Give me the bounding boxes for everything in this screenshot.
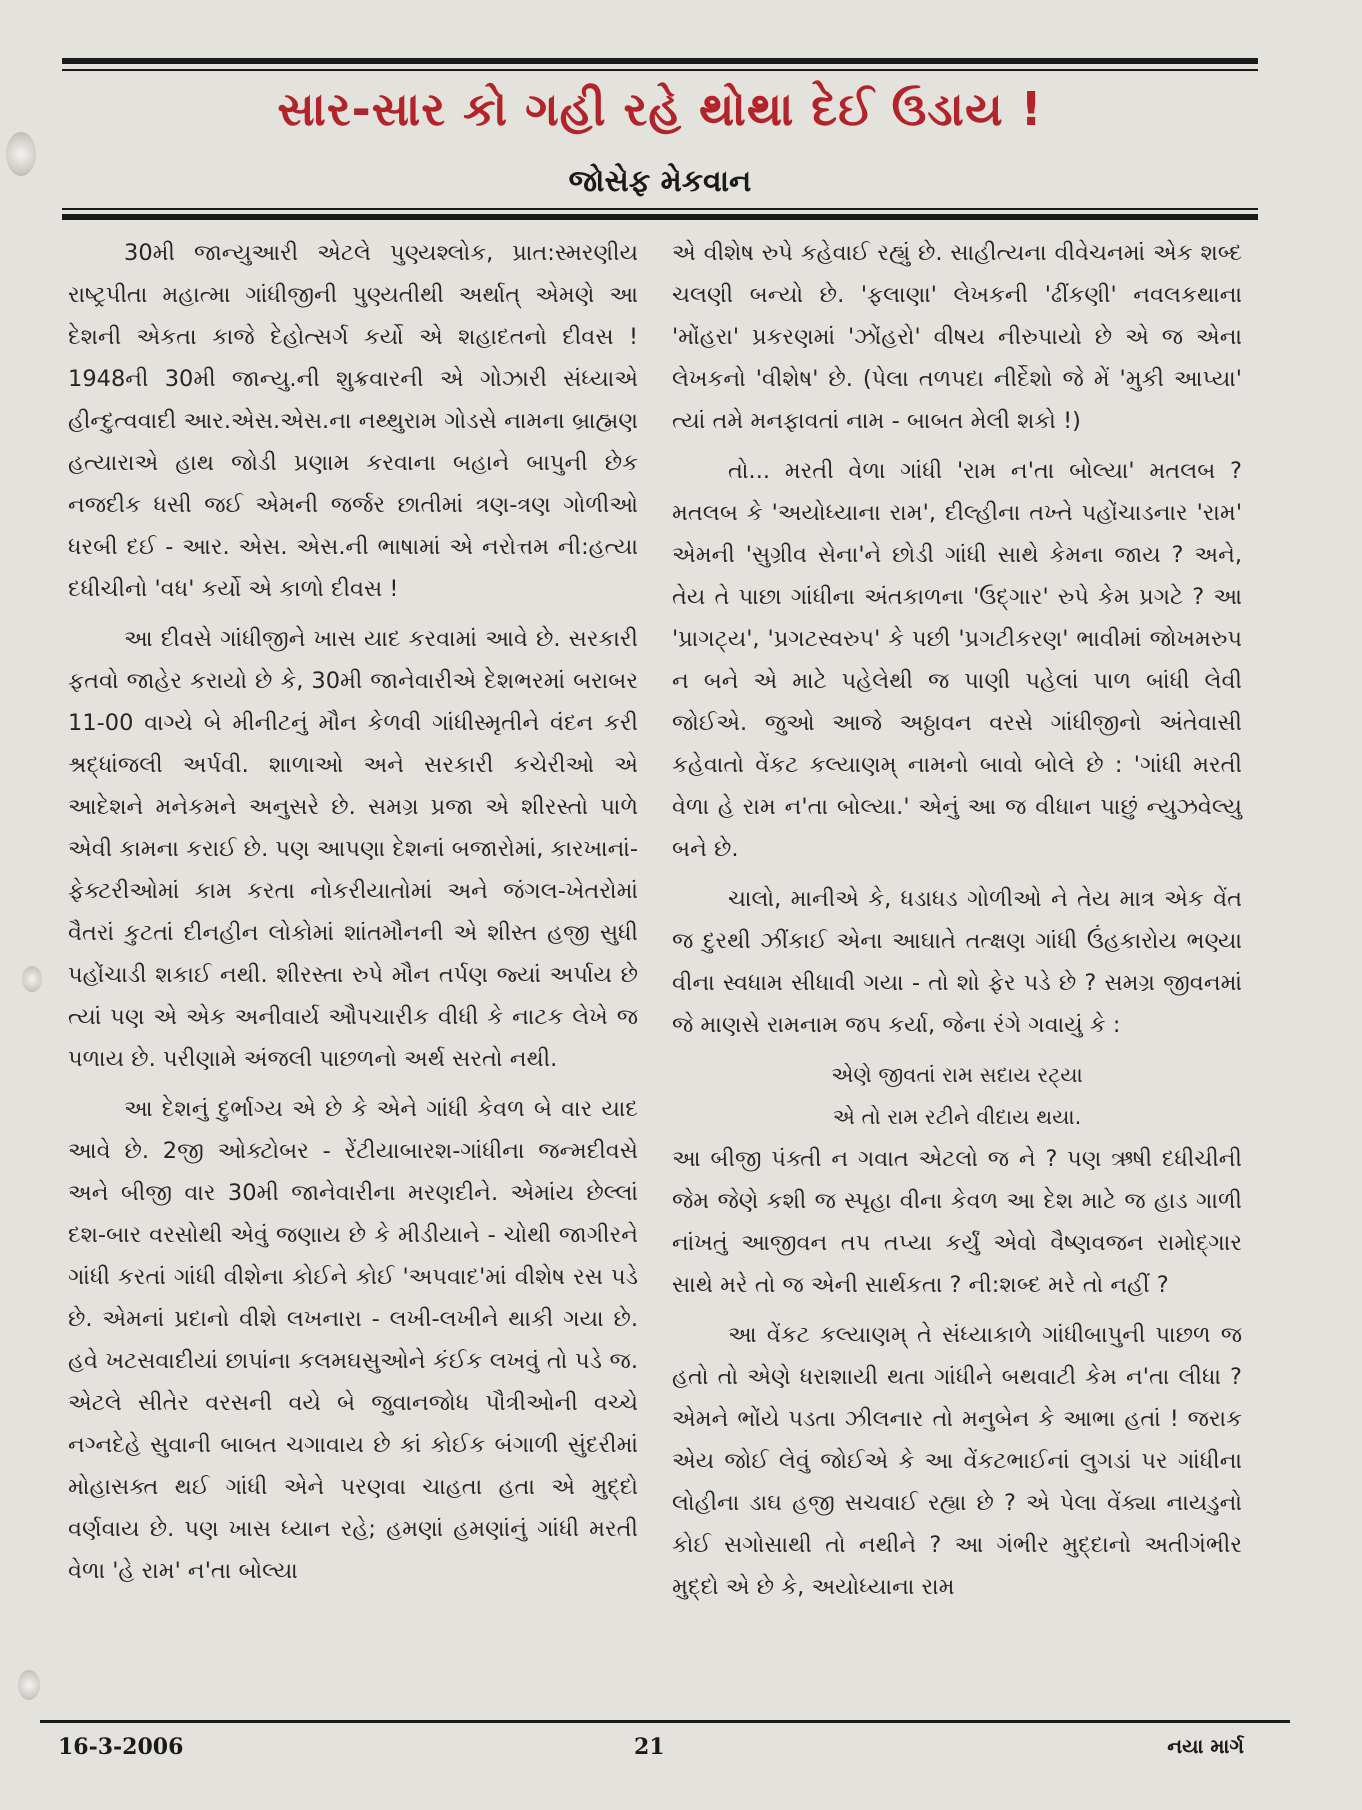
article-author: જોસેફ મેકવાન — [568, 164, 752, 199]
page-number: 21 — [634, 1734, 665, 1760]
right-column — [672, 232, 1242, 1608]
header-rule-thin — [62, 208, 1258, 210]
right-paragraph-1: એ વીશેષ રુપે કહેવાઈ રહ્યું છે. સાહીત્યના વીવેચનમાં એક શબ્દ ચલણી બન્યો છે. 'ફલાણા' લેખકની 'ઢીંકણી' નવલકથાના 'મોંહરા' પ્રકરણમાં 'ઝોંહરો' વીષય નીરુપાયો છે એ જ એના લેખકનો 'વીશેષ' છે. (પેલા તળપદા નીર્દેશો જે મેં 'મુકી આપ્યા' ત્યાં તમે મનફાવતાં નામ - બાબત મેલી શકો !) — [672, 240, 1242, 434]
right-paragraph-5: આ વેંકટ કલ્યાણમ્ તે સંધ્યાકાળે ગાંધીબાપુની પાછળ જ હતો તો એણે ધરાશાયી થતા ગાંધીને બથવાટી કેમ ન'તા લીધા ? એમને ભોંયે પડતા ઝીલનાર તો મનુબેન કે આભા હતાં ! જરાક એય જોઈ લેવું જોઈએ કે આ વેંકટભાઈનાં લુગડાં પર ગાંધીના લોહીના ડાઘ હજી સચવાઈ રહ્યા છે ? એ પેલા વેંક્યા નાયડુનો કોઈ સગોસાથી તો નથીને ? આ ગંભીર મુદ્દાનો અતીગંભીર મુદ્દો એ છે કે, અયોધ્યાના રામ — [672, 1322, 1242, 1600]
left-paragraph-1: 30મી જાન્યુઆરી એટલે પુણ્યશ્લોક, પ્રાત:સ્મરણીય રાષ્ટ્રપીતા મહાત્મા ગાંધીજીની પુણ્યતીથી અર્થાત્ એમણે આ દેશની એકતા કાજે દેહોત્સર્ગ કર્યો એ શહાદતનો દીવસ ! 1948ની 30મી જાન્યુ.ની શુક્રવારની એ ગોઝારી સંધ્યાએ હીન્દુત્વવાદી આર.એસ.એસ.ના નથ્થુરામ ગોડસે નામના બ્રાહ્મણ હત્યારાએ હાથ જોડી પ્રણામ કરવાના બહાને બાપુની છેક નજદીક ધસી જઈ એમની જર્જર છાતીમાં ત્રણ-ત્રણ ગોળીઓ ધરબી દઈ - આર. એસ. એસ.ની ભાષામાં એ નરોત્તમ ની:હત્યા દધીચીનો 'વધ' કર્યો એ કાળો દીવસ ! — [68, 240, 638, 602]
binding-hole-top — [6, 132, 36, 176]
left-paragraph-3: આ દેશનું દુર્ભાગ્ય એ છે કે એને ગાંધી કેવળ બે વાર યાદ આવે છે. 2જી ઓક્ટોબર - રેંટીયાબારશ-ગાંધીના જન્મદીવસે અને બીજી વાર 30મી જાનેવારીના મરણદીને. એમાંય છેલ્લાં દશ-બાર વરસોથી એવું જણાય છે કે મીડીયાને - ચોથી જાગીરને ગાંધી કરતાં ગાંધી વીશેના કોઈને કોઈ 'અપવાદ'માં વીશેષ રસ પડે છે. એમનાં પ્રદાનો વીશે લખનારા - લખી-લખીને થાકી ગયા છે. હવે ખટસવાદીયાં છાપાંના કલમઘસુઓને કંઈક લખવું તો પડે જ. એટલે સીતેર વરસની વયે બે જુવાનજોધ પૌત્રીઓની વચ્ચે નગ્નદેહે સુવાની બાબત ચગાવાય છે કાં કોઈક બંગાળી સુંદરીમાં મોહાસક્ત થઈ ગાંધી એને પરણવા ચાહતા હતા એ મુદ્દો વર્ણવાય છે. પણ ખાસ ધ્યાન રહે; હમણાં હમણાંનું ગાંધી મરતી વેળા 'હે રામ' ન'તા બોલ્યા — [68, 1096, 638, 1584]
right-paragraph-4: આ બીજી પંક્તી ન ગવાત એટલો જ ને ? પણ ઋષી દધીચીની જેમ જેણે કશી જ સ્પૃહા વીના કેવળ આ દેશ માટે જ હાડ ગાળી નાંખતું આજીવન તપ તપ્યા કર્યું એવો વૈષ્ણવજન રામોદ્ગાર સાથે મરે તો જ એની સાર્થકતા ? ની:શબ્દ મરે તો નહીં ? — [672, 1146, 1242, 1298]
top-rule-thin — [62, 69, 1258, 71]
magazine-name: નયા માર્ગ — [1167, 1734, 1244, 1758]
right-paragraph-2: તો... મરતી વેળા ગાંધી 'રામ ન'તા બોલ્યા' મતલબ ? મતલબ કે 'અયોધ્યાના રામ', દીલ્હીના તખ્તે પહોંચાડનાર 'રામ' એમની 'સુગ્રીવ સેના'ને છોડી ગાંધી સાથે કેમના જાય ? અને, તેય તે પાછા ગાંધીના અંતકાળના 'ઉદ્ગાર' રુપે કેમ પ્રગટે ? આ 'પ્રાગટ્ય', 'પ્રગટસ્વરુપ' કે પછી 'પ્રગટીકરણ' ભાવીમાં જોખમરુપ ન બને એ માટે પહેલેથી જ પાણી પહેલાં પાળ બાંધી લેવી જોઈએ. જુઓ આજે અઠ્ઠાવન વરસે ગાંધીજીનો અંતેવાસી કહેવાતો વેંકટ કલ્યાણમ્ નામનો બાવો બોલે છે : 'ગાંધી મરતી વેળા હે રામ ન'તા બોલ્યા.' એનું આ જ વીધાન પાછું ન્યુઝવેલ્યુ બને છે. — [672, 458, 1242, 862]
footer-rule — [40, 1720, 1290, 1723]
left-column — [68, 232, 638, 1592]
article-title: સાર-સાર કો ગહી રહે થોથા દેઈ ઉડાય ! — [277, 82, 1043, 136]
top-rule-thick — [62, 58, 1258, 64]
verse-line-1: એણે જીવતાં રામ સદાય રટ્યા — [831, 1063, 1083, 1087]
verse-line-2: એ તો રામ રટીને વીદાય થયા. — [832, 1105, 1082, 1129]
header-rule-thick — [62, 214, 1258, 220]
footer-date: 16-3-2006 — [58, 1734, 184, 1760]
left-paragraph-2: આ દીવસે ગાંધીજીને ખાસ યાદ કરવામાં આવે છે. સરકારી ફતવો જાહેર કરાયો છે કે, 30મી જાનેવારીએ દેશભરમાં બરાબર 11-00 વાગ્યે બે મીનીટનું મૌન કેળવી ગાંધીસ્મૃતીને વંદન કરી શ્રદ્ધાંજલી અર્પવી. શાળાઓ અને સરકારી કચેરીઓ એ આદેશને મનેકમને અનુસરે છે. સમગ્ર પ્રજા એ શીરસ્તો પાળે એવી કામના કરાઈ છે. પણ આપણા દેશનાં બજારોમાં, કારખાનાં-ફેક્ટરીઓમાં કામ કરતા નોકરીયાતોમાં અને જંગલ-ખેતરોમાં વૈતરાં કુટતાં દીનહીન લોકોમાં શાંતમૌનની એ શીસ્ત હજી સુધી પહોંચાડી શકાઈ નથી. શીરસ્તા રુપે મૌન તર્પણ જ્યાં અર્પાય છે ત્યાં પણ એ એક અનીવાર્ય ઔપચારીક વીધી કે નાટક લેખે જ પળાય છે. પરીણામે અંજલી પાછળનો અર્થ સરતો નથી. — [68, 626, 638, 1072]
binding-hole-bottom — [18, 1670, 40, 1700]
right-paragraph-3: ચાલો, માનીએ કે, ધડાધડ ગોળીઓ ને તેય માત્ર એક વેંત જ દુરથી ઝીંકાઈ એના આઘાતે તત્ક્ષણ ગાંધી ઉંહકારોય ભણ્યા વીના સ્વધામ સીધાવી ગયા - તો શો ફેર પડે છે ? સમગ્ર જીવનમાં જે માણસે રામનામ જપ કર્યા, જેના રંગે ગવાયું કે : — [672, 886, 1242, 1038]
binding-hole-middle — [22, 966, 42, 992]
